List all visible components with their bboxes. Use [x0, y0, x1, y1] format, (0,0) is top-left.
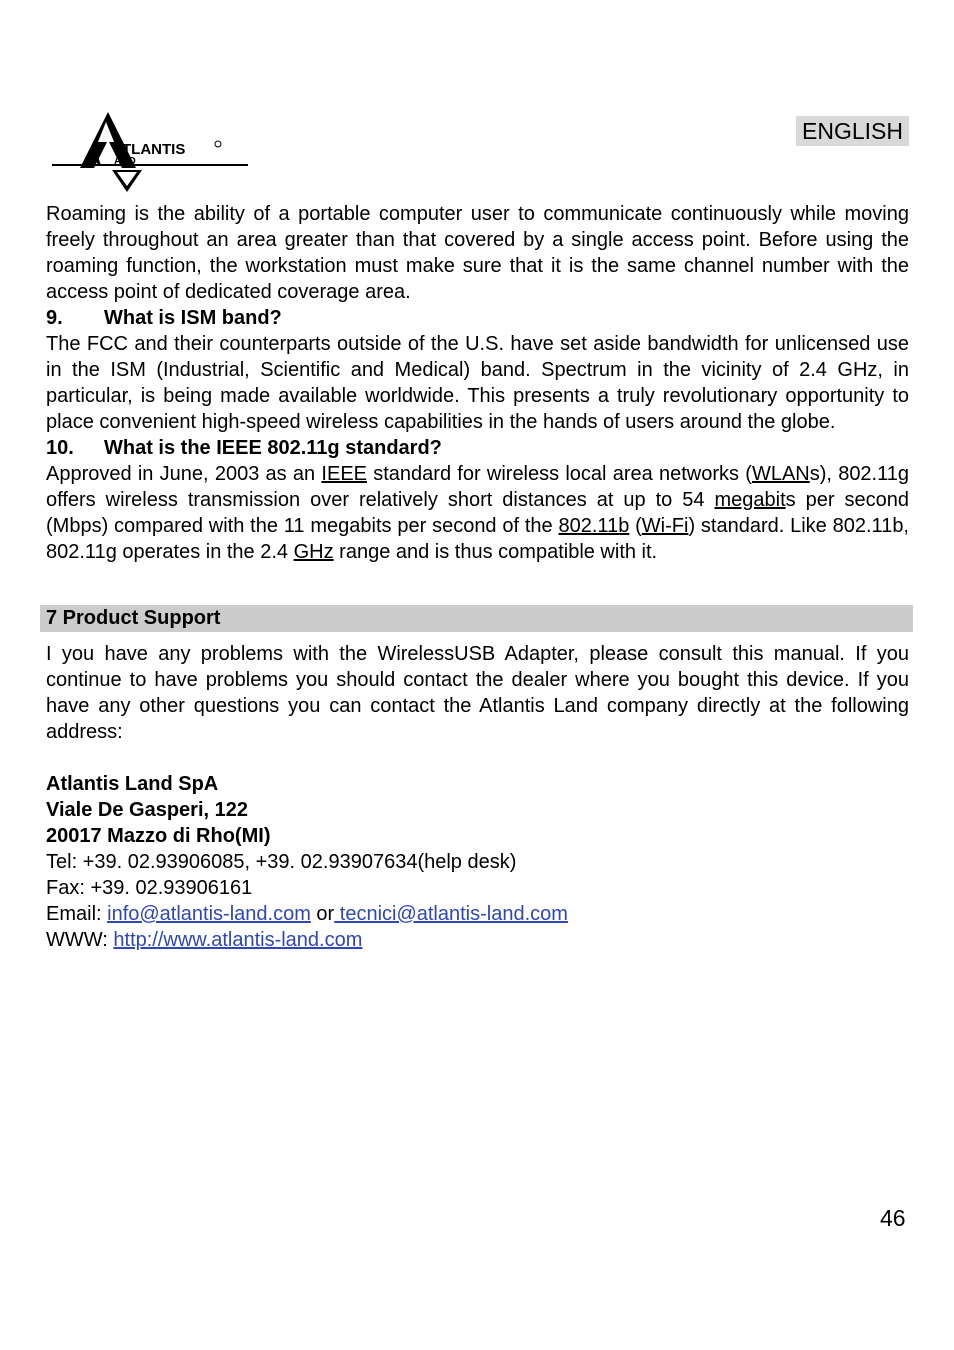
atlantis-land-logo — [50, 108, 250, 198]
company-www — [46, 927, 909, 953]
email-tecnici-link[interactable]: tecnici@atlantis-land.com — [334, 903, 568, 925]
logo-sub: AND — [114, 156, 136, 167]
answer-text: ( — [629, 515, 642, 537]
company-street: Viale De Gasperi, 122 — [46, 799, 248, 821]
wlan-link[interactable]: WLAN — [751, 463, 810, 485]
question-10-title: What is the IEEE 802.11g standard? — [104, 437, 442, 459]
logo-word: TLANTIS — [122, 141, 186, 158]
page-content — [46, 201, 909, 953]
company-tel: Tel: +39. 02.93906085, +39. 02.93907634(help desk) — [46, 851, 517, 873]
support-paragraph: I you have any problems with the WirelessUSB Adapter, please consult this manual. If you continue to have problems you should contact the dealer where you bought this device. If you have any other questions you can contact the Atlantis Land company directly at the following address: — [46, 643, 909, 743]
email-or: or — [310, 903, 335, 925]
company-address — [46, 771, 909, 953]
answer-text: standard for wireless local area networks ( — [367, 463, 752, 485]
question-10-heading — [46, 435, 909, 461]
wifi-link[interactable]: Wi-Fi — [641, 515, 689, 537]
answer-text: ) standard. Like 802.11b, 802.11g operates in the 2.4 — [46, 515, 909, 563]
question-9-title: What is ISM band? — [104, 307, 282, 329]
answer-text: s per second (Mbps) compared with the 11 megabits per second of the — [46, 489, 910, 537]
www-label: WWW: — [46, 929, 114, 951]
question-9-answer: The FCC and their counterparts outside of the U.S. have set aside bandwidth for unlicensed use in the ISM (Industrial, Scientific and Medical) band. Spectrum in the vicinity of 2.4 GHz, in particular, is being made available worldwide. This presents a truly revolutionary opportunity to place convenient high-speed wireless capabilities in the hands of users around the globe. — [46, 333, 909, 433]
language-label: ENGLISH — [796, 116, 909, 146]
ghz-link[interactable]: GHz — [293, 541, 334, 563]
answer-text: range and is thus compatible with it. — [333, 541, 658, 563]
80211b-link[interactable]: 802.11b — [558, 515, 630, 537]
company-name: Atlantis Land SpA — [46, 773, 219, 795]
question-10-number: 10. — [46, 437, 74, 459]
question-9-number: 9. — [46, 307, 63, 329]
ieee-link[interactable]: IEEE — [321, 463, 367, 485]
answer-text: Approved in June, 2003 as an — [46, 463, 322, 485]
question-9-heading — [46, 305, 909, 331]
logo-graphic — [50, 108, 250, 198]
company-fax: Fax: +39. 02.93906161 — [46, 877, 253, 899]
email-label: Email: — [46, 903, 108, 925]
email-info-link[interactable]: info@atlantis-land.com — [107, 903, 311, 925]
website-link[interactable]: http://www.atlantis-land.com — [113, 929, 363, 951]
page-number: 46 — [880, 1205, 906, 1231]
company-email — [46, 901, 909, 927]
company-city: 20017 Mazzo di Rho(MI) — [46, 825, 271, 847]
answer-text: s), 802.11g offers wireless transmission over relatively short distances at up to 54 — [46, 463, 910, 511]
roaming-paragraph: Roaming is the ability of a portable computer user to communicate continuously while moving freely throughout an area greater than that covered by a single access point. Before using the roaming function, the workstation must make sure that it is the same channel number with the access point of dedicated coverage area. — [46, 203, 909, 303]
logo-initial: A — [86, 146, 102, 171]
product-support-heading: 7 Product Support — [40, 605, 913, 632]
question-10-answer — [46, 461, 909, 565]
megabit-link[interactable]: megabit — [714, 489, 786, 511]
